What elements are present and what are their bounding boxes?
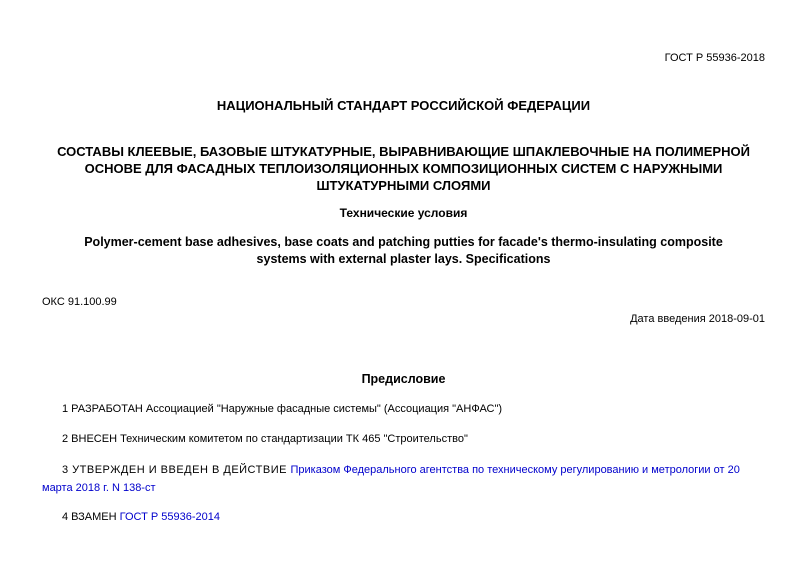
replaced-standard-link[interactable]: ГОСТ Р 55936-2014: [119, 511, 221, 523]
document-title: СОСТАВЫ КЛЕЕВЫЕ, БАЗОВЫЕ ШТУКАТУРНЫЕ, ВЫРАВНИВАЮЩИЕ ШПАКЛЕВОЧНЫЕ НА ПОЛИМЕРНОЙ ОСНОВЕ ДЛЯ ФАСАДНЫХ ТЕПЛОИЗОЛЯЦИОННЫХ КОМПОЗИЦИОННЫХ СИСТЕМ С НАРУЖНЫМИ ШТУКАТУРНЫМИ СЛОЯМИ: [57, 144, 750, 193]
preface-item-2-text: 2 ВНЕСЕН Техническим комитетом по стандартизации ТК 465 "Строительство": [62, 433, 468, 445]
preface-item-4-text: 4 ВЗАМЕН: [62, 511, 120, 523]
introduction-date: Дата введения 2018-09-01: [630, 313, 765, 325]
preface-item-3-text: 3 УТВЕРЖДЕН И ВВЕДЕН В ДЕЙСТВИЕ: [62, 464, 291, 476]
order-link[interactable]: Приказом Федерального агентства по техническому регулированию и метрологии от 20 марта 2018 г. N 138-ст: [42, 464, 740, 494]
preface-item-2: [42, 430, 767, 448]
oks-code: ОКС 91.100.99: [42, 296, 117, 308]
english-title: Polymer-cement base adhesives, base coats and patching putties for facade's thermo-insulating composite systems with external plaster lays. Specifications: [84, 235, 723, 266]
document-code: ГОСТ Р 55936-2018: [664, 52, 765, 64]
preface-item-4: [42, 508, 767, 526]
national-standard-heading: НАЦИОНАЛЬНЫЙ СТАНДАРТ РОССИЙСКОЙ ФЕДЕРАЦИИ: [216, 98, 591, 113]
preface-item-3: [42, 461, 767, 497]
preface-item-1: [42, 400, 767, 418]
document-subtitle: Технические условия: [339, 206, 468, 220]
preface-heading: Предисловие: [361, 372, 446, 386]
preface-item-1-text: 1 РАЗРАБОТАН Ассоциацией "Наружные фасадные системы" (Ассоциация "АНФАС"): [62, 403, 503, 415]
